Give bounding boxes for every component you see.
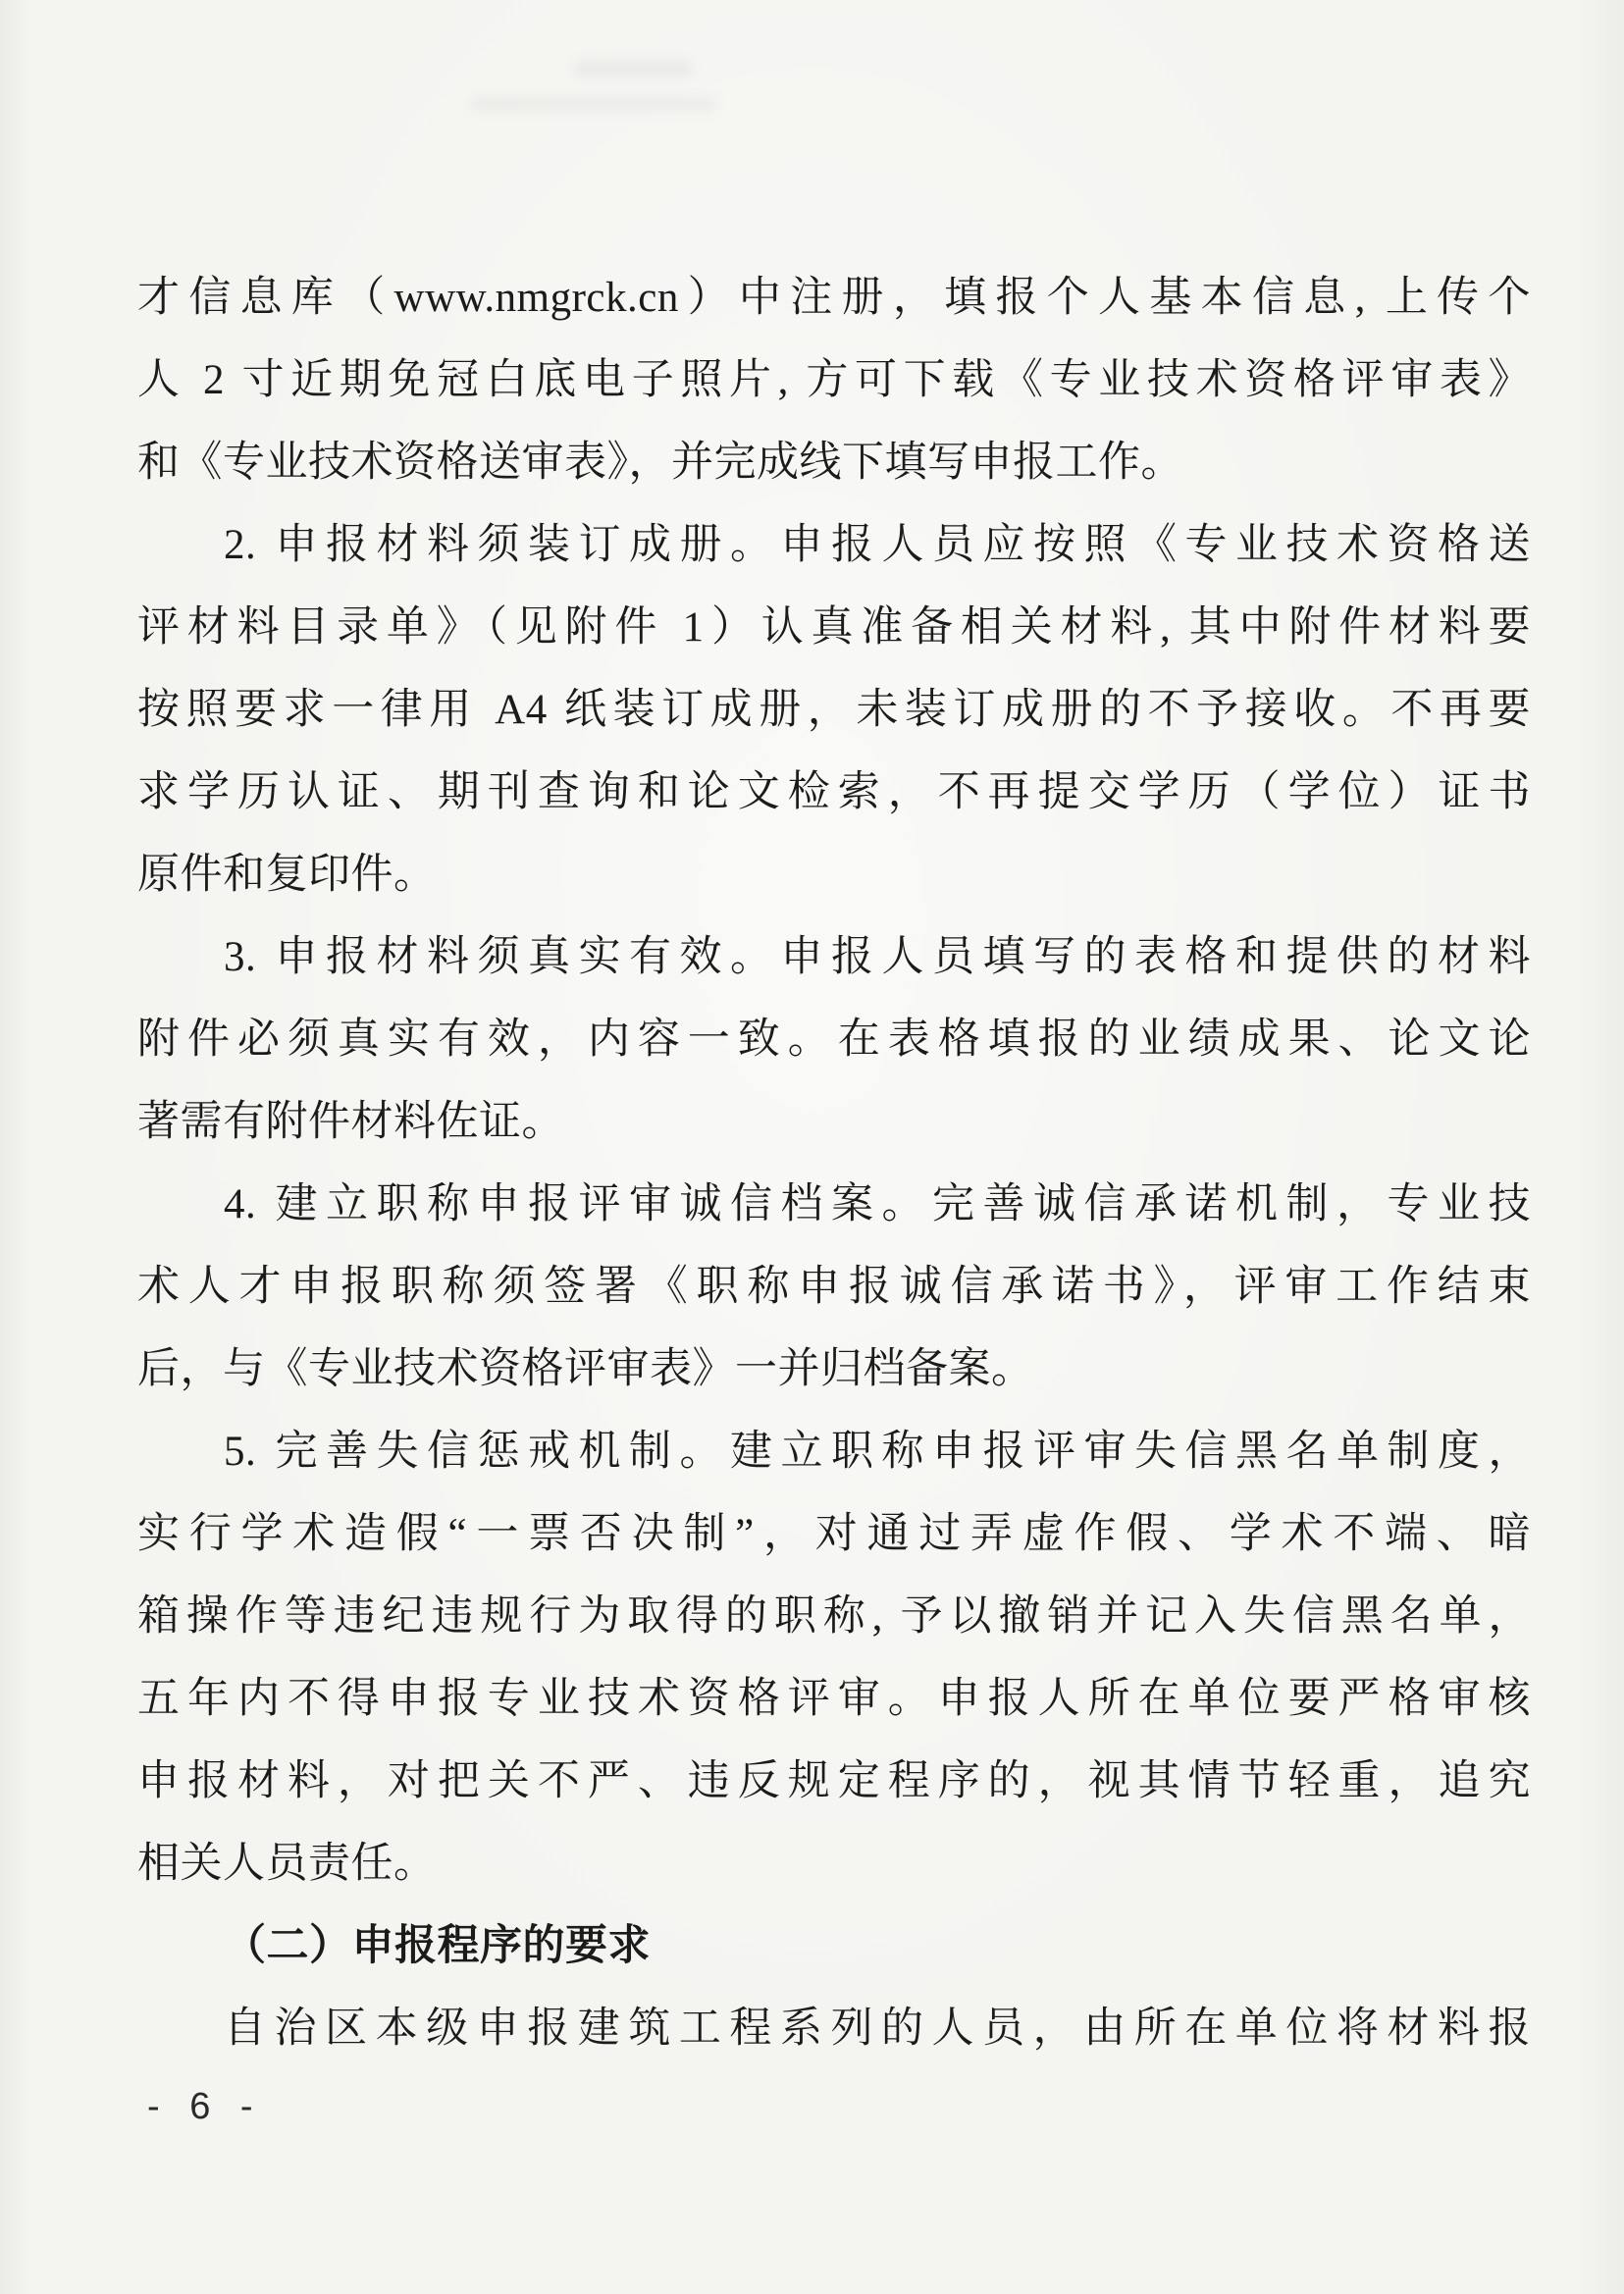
text-line: 实行学术造假“一票否决制”，对通过弄虚作假、学术不端、暗: [137, 1511, 1531, 1557]
scan-bleedthrough-artifact: [471, 98, 716, 110]
text-line: 附件必须真实有效，内容一致。在表格填报的业绩成果、论文论: [137, 1017, 1531, 1063]
text-line: 五年内不得申报专业技术资格评审。申报人所在单位要严格审核: [137, 1676, 1531, 1722]
text-line: 求学历认证、期刊查询和论文检索，不再提交学历（学位）证书: [137, 769, 1531, 815]
text-line: 著需有附件材料佐证。: [137, 1099, 564, 1145]
section-heading: （二）申报程序的要求: [224, 1923, 651, 1969]
text-line: 术人才申报职称须签署《职称申报诚信承诺书》，评审工作结束: [137, 1264, 1531, 1310]
text-line: 后，与《专业技术资格评审表》一并归档备案。: [137, 1346, 1034, 1392]
text-line: 按照要求一律用 A4 纸装订成册，未装订成册的不予接收。不再要: [137, 687, 1531, 733]
text-line: 和《专业技术资格送审表》，并完成线下填写申报工作。: [137, 440, 1183, 486]
text-line: 3. 申报材料须真实有效。申报人员填写的表格和提供的材料: [224, 934, 1531, 980]
text-line: 4. 建立职称申报评审诚信档案。完善诚信承诺机制，专业技: [224, 1181, 1531, 1227]
text-line: 原件和复印件。: [137, 852, 437, 898]
text-line: 相关人员责任。: [137, 1841, 437, 1887]
text-line: 申报材料，对把关不严、违反规定程序的，视其情节轻重，追究: [137, 1758, 1531, 1804]
text-line: 评材料目录单》（见附件 1）认真准备相关材料, 其中附件材料要: [137, 604, 1531, 651]
text-line: 人 2 寸近期免冠白底电子照片, 方可下载《专业技术资格评审表》: [137, 357, 1531, 403]
scan-bleedthrough-artifact: [574, 61, 692, 77]
text-line: 箱操作等违纪违规行为取得的职称, 予以撤销并记入失信黑名单，: [137, 1593, 1531, 1640]
text-line: 2. 申报材料须装订成册。申报人员应按照《专业技术资格送: [224, 522, 1531, 568]
text-line: 才信息库（www.nmgrck.cn）中注册，填报个人基本信息, 上传个: [137, 275, 1531, 321]
page-number: - 6 -: [147, 2086, 263, 2127]
text-line: 5. 完善失信惩戒机制。建立职称申报评审失信黑名单制度，: [224, 1429, 1531, 1475]
document-body-text: [137, 257, 1531, 2070]
text-line: 自治区本级申报建筑工程系列的人员，由所在单位将材料报: [224, 2006, 1531, 2052]
